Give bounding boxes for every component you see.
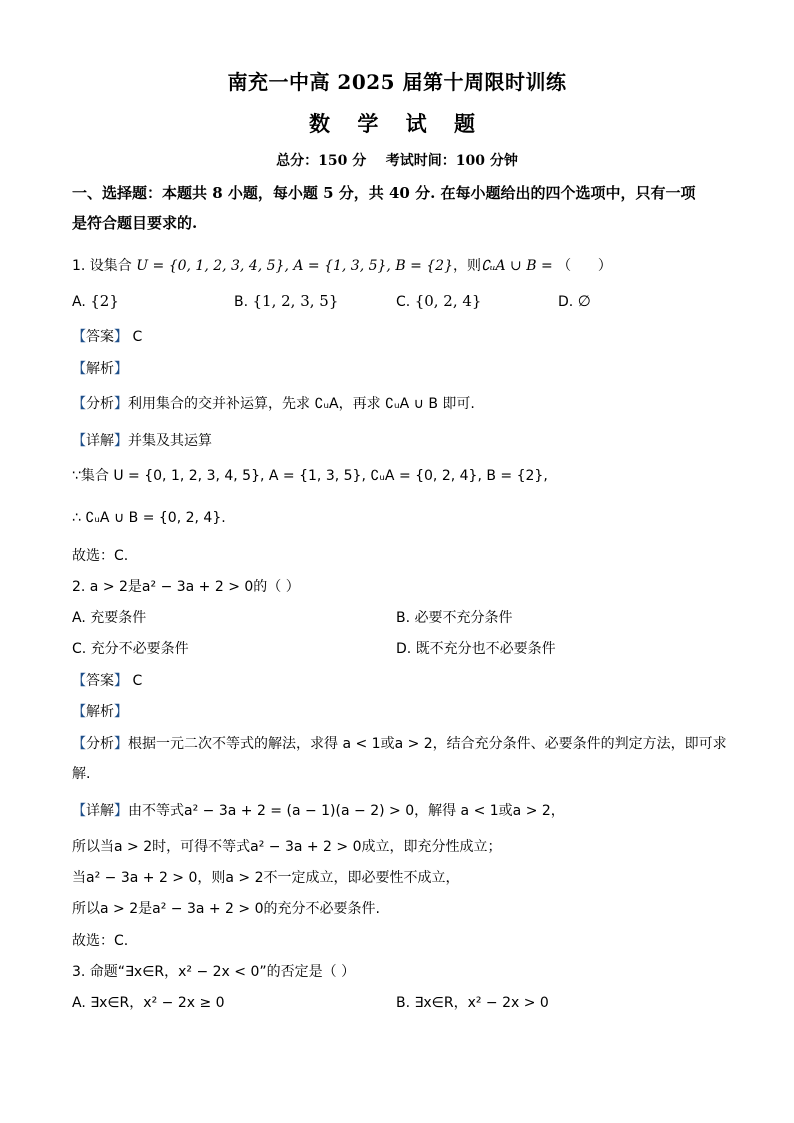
q2-line-b: 当a² − 3a + 2 > 0，则a > 2不一定成立，即必要性不成立， xyxy=(72,870,460,886)
q1-stem-mid: ，则 xyxy=(452,258,481,274)
q2-fenxi-line2: 解. xyxy=(72,766,91,782)
q1-stem-math2: ∁ᵤA ∪ B = xyxy=(480,258,553,274)
q1-option-c xyxy=(396,292,481,311)
fenxi-text: 根据一元二次不等式的解法，求得 a < 1或a > 2，结合充分条件、必要条件的判定方法，即可求 xyxy=(128,736,727,752)
option-label: B. xyxy=(396,610,411,626)
q2-option-c xyxy=(72,640,189,658)
q2-fenxi: 【分析】根据一元二次不等式的解法，求得 a < 1或a > 2，结合充分条件、必要条件的判定方法，即可求 xyxy=(72,736,727,752)
option-value: ∅ xyxy=(577,292,591,310)
q2-option-b xyxy=(396,609,513,627)
q2-option-d xyxy=(396,640,556,658)
option-value: {1, 2, 3, 5} xyxy=(252,292,339,310)
option-value: 必要不充分条件 xyxy=(414,610,513,626)
q2-option-a xyxy=(72,609,146,627)
option-label: A. xyxy=(72,610,86,626)
option-value: 充要条件 xyxy=(90,610,147,626)
q3-option-b xyxy=(396,994,549,1012)
answer-value: C xyxy=(132,329,143,345)
q2-xiangjie: 【详解】由不等式a² − 3a + 2 = (a − 1)(a − 2) > 0，解得 a < 1或a > 2， xyxy=(72,803,565,819)
q1-stem-prefix: 1. 设集合 xyxy=(72,258,132,274)
option-label: C. xyxy=(72,641,87,657)
q1-step2: ∴ ∁ᵤA ∪ B = {0, 2, 4}. xyxy=(72,510,226,526)
subject-title: 数 学 试 题 xyxy=(309,111,485,136)
option-value: 既不充分也不必要条件 xyxy=(415,641,556,657)
answer-value: C xyxy=(132,673,143,689)
q2-line-a: 所以当a > 2时，可得不等式a² − 3a + 2 > 0成立，即充分性成立； xyxy=(72,839,502,855)
fenxi-tag: 分析 xyxy=(86,396,114,412)
option-value: {2} xyxy=(90,292,119,310)
xiangjie-tag: 详解 xyxy=(86,433,114,449)
q1-analysis-heading: 【解析】 xyxy=(72,361,128,377)
q2-analysis-heading: 【解析】 xyxy=(72,704,128,720)
section-heading-line1: 一、选择题：本题共 8 小题，每小题 5 分，共 40 分. 在每小题给出的四个选项中，只有一项 xyxy=(72,184,696,202)
option-label: C. xyxy=(396,294,411,310)
exam-title: 南充一中高 2025 届第十周限时训练 xyxy=(227,70,567,94)
q2-line-c: 所以a > 2是a² − 3a + 2 > 0的充分不必要条件. xyxy=(72,901,380,917)
q1-option-a xyxy=(72,292,119,311)
xiangjie-text: 由不等式a² − 3a + 2 = (a − 1)(a − 2) > 0，解得 a < 1或a > 2， xyxy=(128,803,565,819)
q3-stem: 3. 命题“∃x∈R，x² − 2x < 0”的否定是（ ） xyxy=(72,964,356,980)
option-value: 充分不必要条件 xyxy=(90,641,189,657)
answer-tag: 答案 xyxy=(86,329,114,345)
option-label: D. xyxy=(558,294,574,310)
xiangjie-tag: 详解 xyxy=(86,803,114,819)
q2-stem: 2. a > 2是a² − 3a + 2 > 0的（ ） xyxy=(72,579,300,595)
q2-answer: 【答案】 C xyxy=(72,673,143,689)
q1-conclusion: 故选：C. xyxy=(72,548,129,564)
fenxi-tag: 分析 xyxy=(86,736,114,752)
q3-option-a xyxy=(72,994,225,1012)
option-label: B. xyxy=(396,995,411,1011)
option-value: ∃x∈R，x² − 2x ≥ 0 xyxy=(90,995,225,1011)
q1-stem xyxy=(72,257,612,275)
option-value: ∃x∈R，x² − 2x > 0 xyxy=(414,995,549,1011)
analysis-tag: 解析 xyxy=(86,704,114,720)
exam-info: 总分：150 分 考试时间：100 分钟 xyxy=(276,153,518,169)
q1-option-d xyxy=(558,292,591,311)
analysis-tag: 解析 xyxy=(86,361,114,377)
option-value: {0, 2, 4} xyxy=(414,292,482,310)
q1-option-b xyxy=(234,292,338,311)
option-label: A. xyxy=(72,294,86,310)
answer-tag: 答案 xyxy=(86,673,114,689)
section-heading-line2: 是符合题目要求的. xyxy=(72,214,198,232)
option-label: A. xyxy=(72,995,86,1011)
q1-fenxi: 【分析】利用集合的交并补运算，先求 ∁ᵤA，再求 ∁ᵤA ∪ B 即可. xyxy=(72,396,475,412)
option-label: B. xyxy=(234,294,249,310)
q1-step1: ∵集合 U = {0, 1, 2, 3, 4, 5}, A = {1, 3, 5}, ∁ᵤA = {0, 2, 4}, B = {2}, xyxy=(72,468,548,484)
q1-blank: （ ） xyxy=(557,258,612,274)
xiangjie-text: 并集及其运算 xyxy=(128,433,212,449)
fenxi-text: 利用集合的交并补运算，先求 ∁ᵤA，再求 ∁ᵤA ∪ B 即可. xyxy=(128,396,475,412)
q1-answer: 【答案】 C xyxy=(72,329,143,345)
q1-xiangjie: 【详解】并集及其运算 xyxy=(72,433,212,449)
q2-conclusion: 故选：C. xyxy=(72,933,129,949)
option-label: D. xyxy=(396,641,412,657)
q1-stem-math: U = {0, 1, 2, 3, 4, 5}, A = {1, 3, 5}, B = {2} xyxy=(136,258,453,274)
